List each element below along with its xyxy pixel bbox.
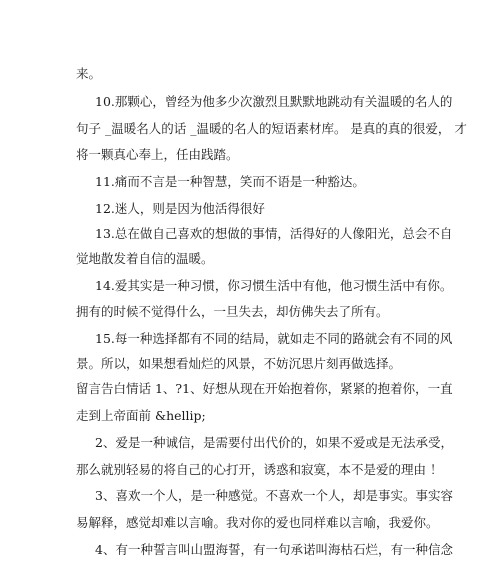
- text-line: 2、爱是一种诚信，是需要付出代价的，如果不爱或是无法承受，: [95, 435, 453, 450]
- text-line: 3、喜欢一个人，是一种感觉。不喜欢一个人，却是事实。事实容: [95, 488, 453, 503]
- text-line: 4、有一种誓言叫山盟海誓，有一句承诺叫海枯石烂，有一种信念: [95, 542, 453, 557]
- text-line: 来。: [76, 66, 102, 81]
- text-line: 那么就别轻易的将自己的心打开，诱惑和寂寞，本不是爱的理由 ！: [76, 462, 443, 477]
- text-line: 易解释，感觉却难以言喻。我对你的爱也同样难以言喻，我爱你。: [76, 515, 439, 530]
- text-line: 14.爱其实是一种习惯，你习惯生活中有他，他习惯生活中有你。: [95, 278, 453, 293]
- text-line: 11.痛而不言是一种智慧，笑而不语是一种豁达。: [95, 174, 365, 189]
- text-line: 10.那颗心，曾经为他多少次激烈且默默地跳动有关温暖的名人的: [95, 94, 453, 109]
- text-line: 拥有的时候不觉得什么，一旦失去，却仿佛失去了所有。: [76, 304, 389, 319]
- text-line: 留言告白情话 1、?1、好想从现在开始抱着你，紧紧的抱着你，一直: [76, 381, 453, 396]
- text-line: 将一颗真心奉上，任由践踏。: [76, 147, 239, 162]
- text-line: 13.总在做自己喜欢的想做的事情，活得好的人像阳光，总会不自: [95, 226, 453, 241]
- text-line: 15.每一种选择都有不同的结局，就如走不同的路就会有不同的风: [95, 331, 453, 346]
- text-line: 12.迷人，则是因为他活得很好: [95, 201, 265, 216]
- text-line: 觉地散发着自信的温暖。: [76, 251, 214, 266]
- text-line: 句子 _温暖名人的话 _温暖的名人的短语素材库。 是真的真的很爱， 才: [76, 121, 467, 136]
- text-line: 景。所以，如果想看灿烂的风景，不妨沉思片刻再做选择。: [76, 356, 402, 371]
- text-line: 走到上帝面前 &hellip;: [76, 408, 206, 423]
